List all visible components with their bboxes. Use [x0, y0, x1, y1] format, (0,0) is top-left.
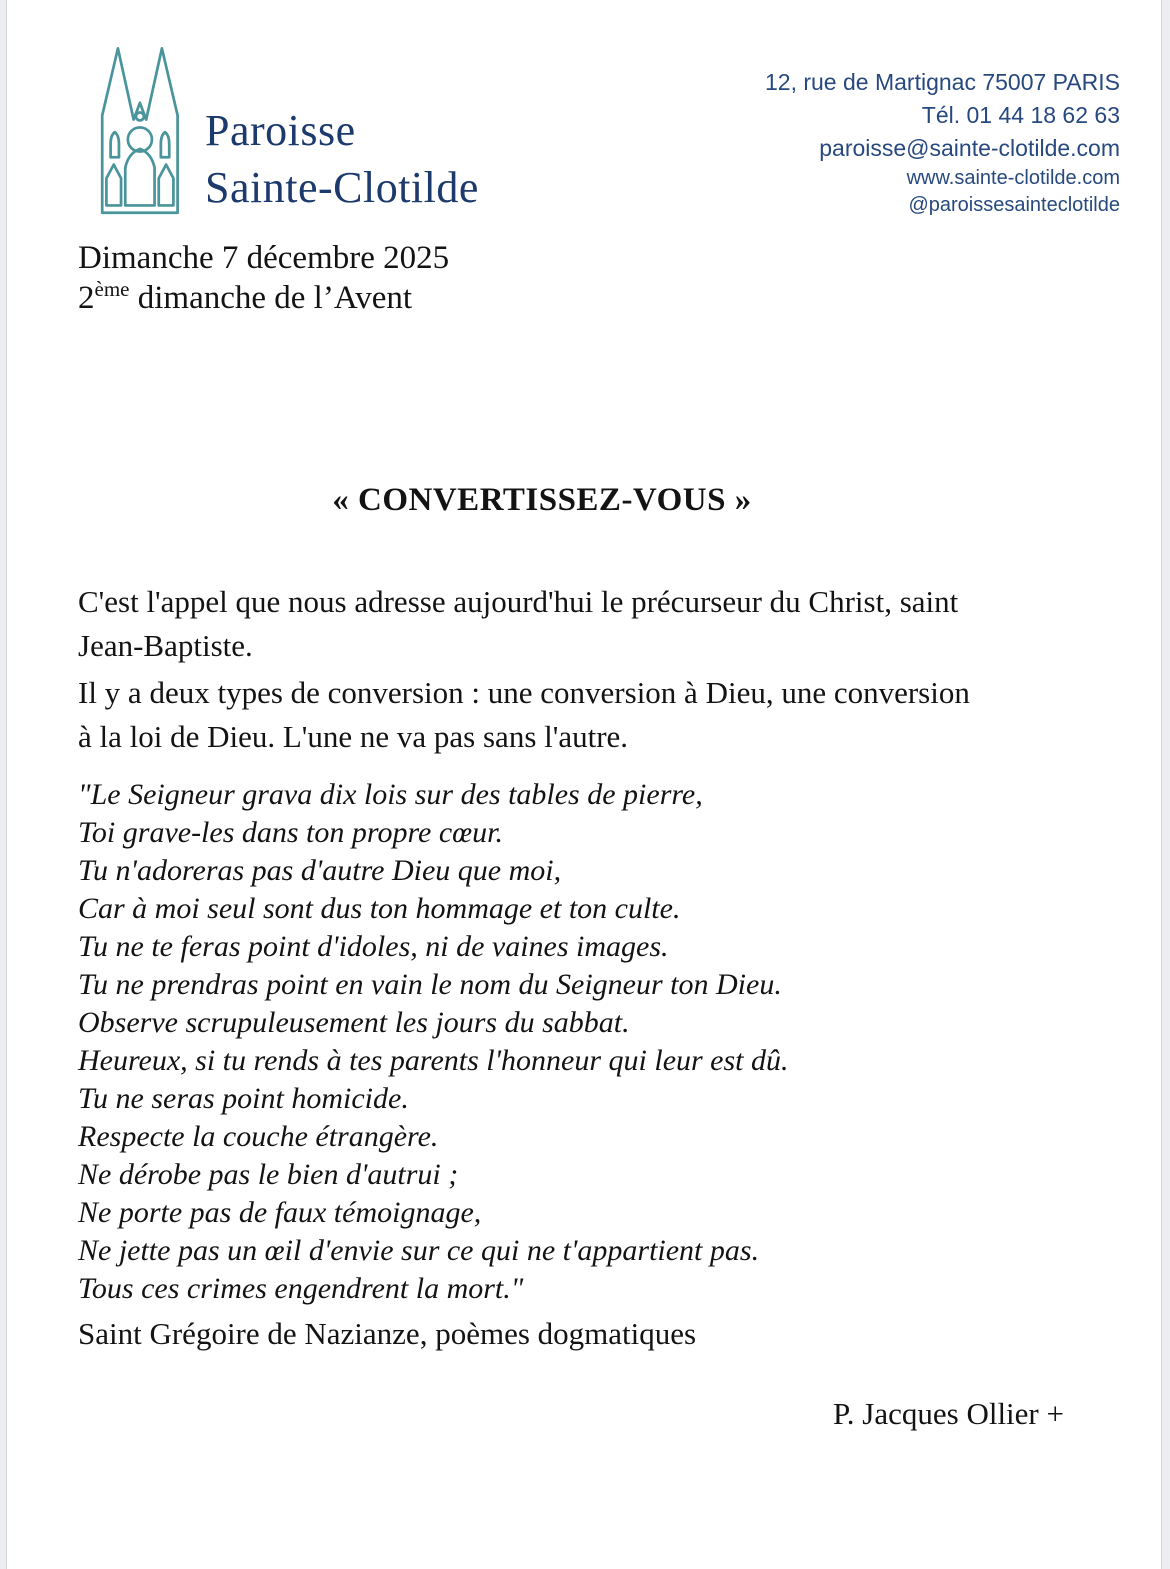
date-line2: [78, 278, 449, 318]
parish-name-line1: Paroisse: [205, 106, 356, 155]
date-line2-superscript: ème: [94, 277, 130, 301]
date-line2-rest: dimanche de l’Avent: [129, 280, 413, 316]
paragraph-1: C'est l'appel que nous adresse aujourd'hui le précurseur du Christ, saint Jean-Baptiste.: [78, 584, 959, 663]
church-icon: [87, 40, 197, 218]
poem-attribution: Saint Grégoire de Nazianze, poèmes dogmatiques: [78, 1316, 697, 1351]
contact-social: @paroissesainteclotilde: [908, 194, 1120, 216]
contact-email: paroisse@sainte-clotilde.com: [819, 135, 1120, 161]
document-title: « CONVERTISSEZ-VOUS »: [332, 482, 752, 518]
parish-name: [205, 102, 479, 216]
date-line1: Dimanche 7 décembre 2025: [78, 240, 450, 276]
body-text: [78, 580, 1068, 762]
paragraph-2: Il y a deux types de conversion : une conversion à Dieu, une conversion à la loi de Dieu. L'une ne va pas sans l'autre.: [78, 675, 970, 754]
date-block: [78, 238, 449, 318]
signature: P. Jacques Ollier +: [832, 1396, 1064, 1431]
contact-phone: Tél. 01 44 18 62 63: [921, 102, 1120, 128]
contact-address: 12, rue de Martignac 75007 PARIS: [764, 69, 1120, 95]
poem-quote: "Le Seigneur grava dix lois sur des tables de pierre, Toi grave-les dans ton propre cœur. Tu n'adoreras pas d'autre Dieu que moi, Car à moi seul sont dus ton hommage et ton culte. Tu ne te feras point d'idoles, ni de vaines images. Tu ne prendras point en vain le nom du Seigneur ton Dieu. Observe scrupuleusement les jours du sabbat. Heureux, si tu rends à tes parents l'honneur qui leur est dû. Tu ne seras point homicide. Respecte la couche étrangère. Ne dérobe pas le bien d'autrui ; Ne porte pas de faux témoignage, Ne jette pas un œil d'envie sur ce qui ne t'appartient pas. Tous ces crimes engendrent la mort.": [78, 778, 789, 1305]
contact-website: www.sainte-clotilde.com: [906, 167, 1120, 189]
date-line2-number: 2: [78, 280, 95, 316]
contact-block: [765, 66, 1120, 219]
document-page: [6, 0, 1162, 1569]
parish-name-line2: Sainte-Clotilde: [205, 163, 479, 212]
